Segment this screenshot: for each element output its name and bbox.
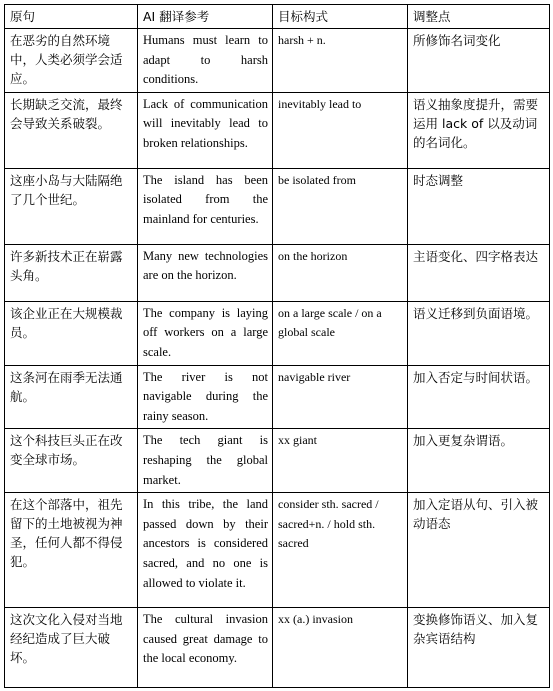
header-source: 原句 — [5, 5, 138, 29]
translation-table — [4, 4, 550, 688]
cell-ai: Lack of communication will inevitably lead to broken relationships. — [138, 92, 273, 168]
header-construction: 目标构式 — [273, 5, 408, 29]
header-ai-reference: AI 翻译参考 — [138, 5, 273, 29]
cell-construction: inevitably lead to — [273, 92, 408, 168]
cell-ai: The river is not navigable during the rainy season. — [138, 365, 273, 429]
cell-ai: The cultural invasion caused great damage to the local economy. — [138, 608, 273, 688]
cell-source: 这条河在雨季无法通航。 — [5, 365, 138, 429]
cell-adjustment: 主语变化、四字格表达 — [408, 244, 550, 301]
cell-adjustment: 变换修饰语义、加入复杂宾语结构 — [408, 608, 550, 688]
table-row — [5, 429, 550, 493]
cell-ai: The tech giant is reshaping the global market. — [138, 429, 273, 493]
cell-source: 许多新技术正在崭露头角。 — [5, 244, 138, 301]
cell-ai: The island has been isolated from the mainland for centuries. — [138, 168, 273, 244]
cell-ai: The company is laying off workers on a large scale. — [138, 301, 273, 365]
cell-construction: on the horizon — [273, 244, 408, 301]
cell-construction: xx (a.) invasion — [273, 608, 408, 688]
cell-construction: harsh + n. — [273, 29, 408, 93]
table-row — [5, 608, 550, 688]
cell-adjustment: 语义抽象度提升，需要运用 lack of 以及动词的名词化。 — [408, 92, 550, 168]
cell-construction: consider sth. sacred / sacred+n. / hold sth. sacred — [273, 493, 408, 608]
cell-construction: navigable river — [273, 365, 408, 429]
cell-source: 这次文化入侵对当地经纪造成了巨大破坏。 — [5, 608, 138, 688]
cell-source: 在这个部落中，祖先留下的土地被视为神圣，任何人都不得侵犯。 — [5, 493, 138, 608]
table-row — [5, 92, 550, 168]
cell-adjustment: 加入定语从句、引入被动语态 — [408, 493, 550, 608]
table-row — [5, 244, 550, 301]
cell-ai: Humans must learn to adapt to harsh conditions. — [138, 29, 273, 93]
cell-source: 该企业正在大规模裁员。 — [5, 301, 138, 365]
cell-source: 在恶劣的自然环境中，人类必须学会适应。 — [5, 29, 138, 93]
table-row — [5, 365, 550, 429]
table-row — [5, 29, 550, 93]
cell-source: 这个科技巨头正在改变全球市场。 — [5, 429, 138, 493]
table-row — [5, 301, 550, 365]
cell-construction: be isolated from — [273, 168, 408, 244]
table-row — [5, 493, 550, 608]
table-header-row — [5, 5, 550, 29]
cell-adjustment: 语义迁移到负面语境。 — [408, 301, 550, 365]
cell-adjustment: 加入更复杂谓语。 — [408, 429, 550, 493]
cell-construction: on a large scale / on a global scale — [273, 301, 408, 365]
cell-ai: In this tribe, the land passed down by their ancestors is considered sacred, and no one is allowed to violate it. — [138, 493, 273, 608]
cell-source: 长期缺乏交流，最终会导致关系破裂。 — [5, 92, 138, 168]
cell-adjustment: 时态调整 — [408, 168, 550, 244]
table-row — [5, 168, 550, 244]
cell-ai: Many new technologies are on the horizon. — [138, 244, 273, 301]
cell-construction: xx giant — [273, 429, 408, 493]
cell-source: 这座小岛与大陆隔绝了几个世纪。 — [5, 168, 138, 244]
cell-adjustment: 所修饰名词变化 — [408, 29, 550, 93]
cell-adjustment: 加入否定与时间状语。 — [408, 365, 550, 429]
header-adjustment: 调整点 — [408, 5, 550, 29]
